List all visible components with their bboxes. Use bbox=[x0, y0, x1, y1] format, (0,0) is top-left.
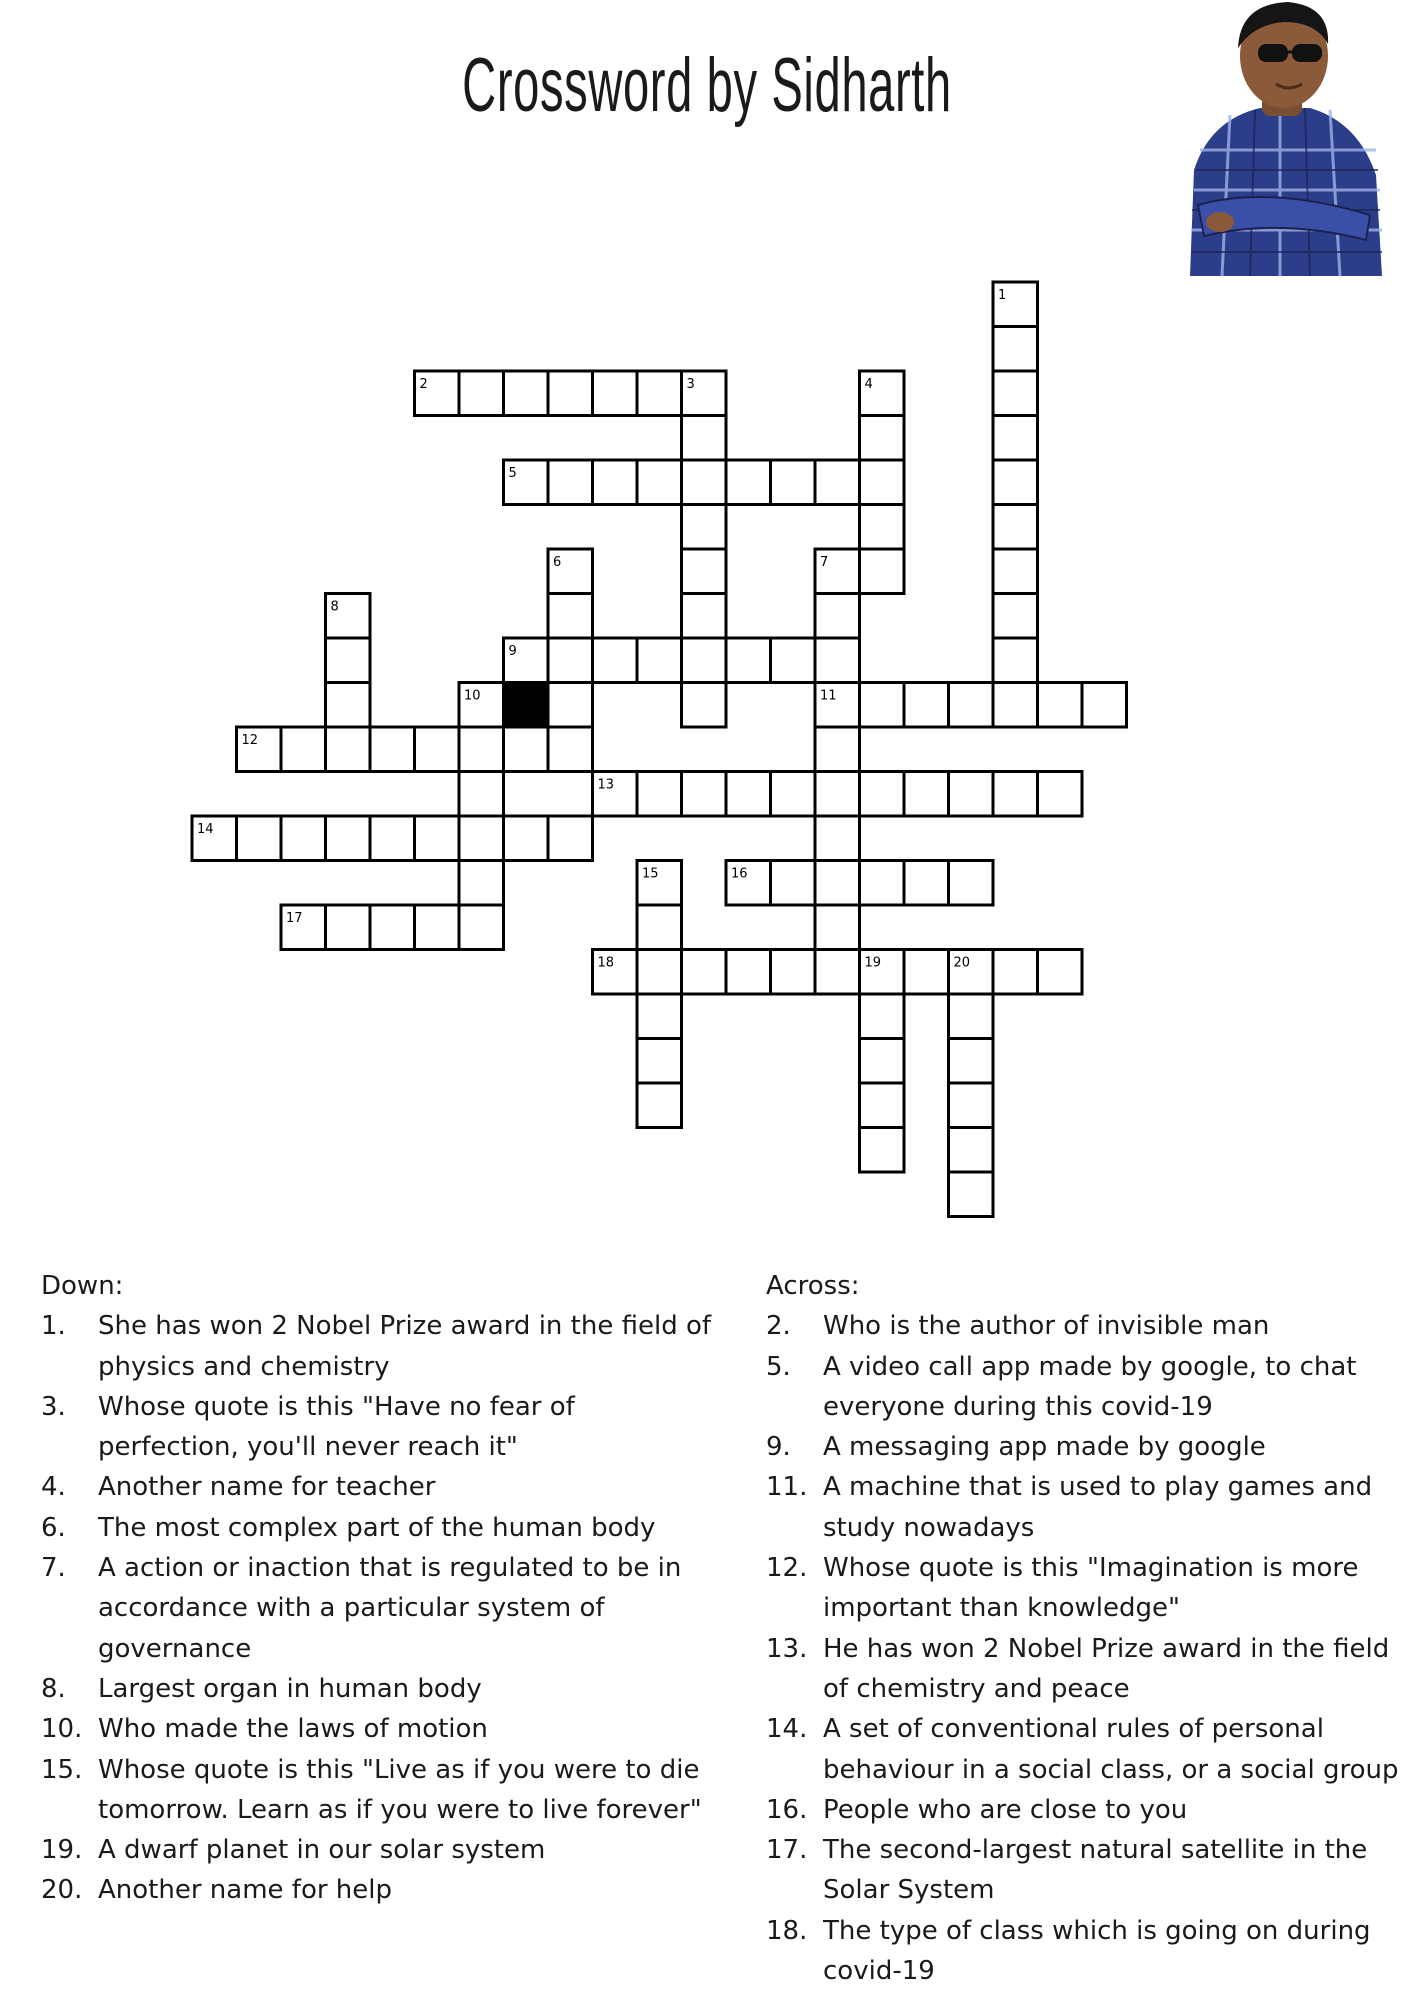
grid-cell[interactable] bbox=[459, 727, 504, 772]
grid-cell[interactable] bbox=[326, 816, 371, 861]
across-clue-text: The second-largest natural satellite in the Solar System bbox=[823, 1835, 1368, 1906]
down-clue-text: Who made the laws of motion bbox=[98, 1714, 488, 1745]
down-clue-number: 10. bbox=[41, 1714, 83, 1745]
page-title: Crossword by Sidharth bbox=[462, 43, 952, 128]
grid-cell[interactable] bbox=[860, 994, 905, 1039]
grid-cell[interactable] bbox=[815, 638, 860, 683]
grid-cell[interactable] bbox=[504, 371, 549, 416]
grid-cell[interactable] bbox=[949, 994, 994, 1039]
grid-cell[interactable] bbox=[281, 816, 326, 861]
clue-number-20: 20 bbox=[953, 955, 971, 971]
grid-cell[interactable] bbox=[904, 861, 949, 906]
grid-cell[interactable] bbox=[949, 1172, 994, 1217]
grid-cell[interactable] bbox=[1038, 950, 1083, 995]
grid-cell[interactable] bbox=[637, 950, 682, 995]
grid-cell[interactable] bbox=[370, 816, 415, 861]
clue-number-19: 19 bbox=[864, 955, 882, 971]
grid-cell[interactable] bbox=[815, 594, 860, 639]
across-clue-text: People who are close to you bbox=[823, 1794, 1188, 1825]
grid-cell[interactable] bbox=[860, 416, 905, 461]
across-clue-text: A set of conventional rules of personal behaviour in a social class, or a social group bbox=[823, 1714, 1399, 1785]
grid-cell[interactable] bbox=[326, 638, 371, 683]
grid-cell[interactable] bbox=[993, 594, 1038, 639]
grid-cell[interactable] bbox=[415, 905, 460, 950]
grid-cell[interactable] bbox=[504, 816, 549, 861]
grid-cell[interactable] bbox=[993, 416, 1038, 461]
grid-cell[interactable] bbox=[860, 861, 905, 906]
grid-cell[interactable] bbox=[682, 505, 727, 550]
across-clue bbox=[766, 1629, 1414, 1710]
grid-cell[interactable] bbox=[815, 905, 860, 950]
clue-number-2: 2 bbox=[419, 377, 428, 392]
across-clue-number: 2. bbox=[766, 1311, 791, 1342]
down-clue-text: A action or inaction that is regulated to be in accordance with a particular system of governance bbox=[98, 1553, 682, 1664]
across-clue-number: 16. bbox=[766, 1794, 808, 1825]
grid-cell[interactable] bbox=[548, 460, 593, 505]
clue-number-7: 7 bbox=[820, 555, 829, 570]
across-clue bbox=[766, 1306, 1414, 1346]
down-clue-number: 8. bbox=[41, 1673, 66, 1704]
grid-cell[interactable] bbox=[459, 816, 504, 861]
down-clue bbox=[41, 1669, 721, 1709]
grid-cell[interactable] bbox=[993, 505, 1038, 550]
grid-cell[interactable] bbox=[949, 1039, 994, 1084]
grid-cell[interactable] bbox=[726, 460, 771, 505]
grid-cell[interactable] bbox=[815, 816, 860, 861]
grid-cell[interactable] bbox=[637, 371, 682, 416]
down-clue-text: Whose quote is this "Have no fear of perfection, you'll never reach it" bbox=[98, 1391, 575, 1463]
across-clue-text: A messaging app made by google bbox=[823, 1432, 1266, 1463]
grid-cell[interactable] bbox=[548, 727, 593, 772]
across-clue-text: A machine that is used to play games and study nowadays bbox=[823, 1472, 1373, 1543]
grid-cell[interactable] bbox=[815, 727, 860, 772]
grid-cell[interactable] bbox=[593, 638, 638, 683]
grid-cell[interactable] bbox=[993, 683, 1038, 728]
grid-cell[interactable] bbox=[993, 638, 1038, 683]
down-clue-number: 3. bbox=[41, 1391, 66, 1422]
down-clue-text: A dwarf planet in our solar system bbox=[98, 1835, 546, 1866]
grid-cell[interactable] bbox=[860, 683, 905, 728]
grid-cell[interactable] bbox=[771, 950, 816, 995]
grid-cell[interactable] bbox=[993, 772, 1038, 817]
across-clue-text: Whose quote is this "Imagination is more important than knowledge" bbox=[823, 1553, 1359, 1624]
across-clue-text: A video call app made by google, to chat everyone during this covid-19 bbox=[823, 1351, 1357, 1422]
clue-number-13: 13 bbox=[597, 777, 615, 793]
grid-cell[interactable] bbox=[682, 683, 727, 728]
down-clue bbox=[41, 1387, 721, 1468]
across-clue bbox=[766, 1830, 1414, 1911]
grid-cell[interactable] bbox=[370, 727, 415, 772]
clue-number-17: 17 bbox=[286, 911, 303, 926]
grid-cell[interactable] bbox=[637, 1083, 682, 1128]
grid-cell[interactable] bbox=[1082, 683, 1127, 728]
grid-cell[interactable] bbox=[860, 549, 905, 594]
across-clue-number: 11. bbox=[766, 1472, 808, 1503]
grid-cell[interactable] bbox=[682, 460, 727, 505]
grid-cell[interactable] bbox=[904, 950, 949, 995]
across-clue-text: He has won 2 Nobel Prize award in the field of chemistry and peace bbox=[823, 1633, 1390, 1704]
down-clue bbox=[41, 1467, 721, 1507]
down-clue-number: 20. bbox=[41, 1875, 83, 1906]
grid-cell[interactable] bbox=[415, 727, 460, 772]
grid-cell[interactable] bbox=[459, 371, 504, 416]
grid-cell[interactable] bbox=[682, 594, 727, 639]
grid-cell[interactable] bbox=[326, 905, 371, 950]
grid-cell[interactable] bbox=[682, 416, 727, 461]
grid-cell[interactable] bbox=[326, 683, 371, 728]
grid-cell[interactable] bbox=[993, 950, 1038, 995]
grid-cell[interactable] bbox=[771, 460, 816, 505]
clue-number-12: 12 bbox=[241, 733, 259, 748]
grid-cell[interactable] bbox=[815, 861, 860, 906]
grid-cell[interactable] bbox=[682, 549, 727, 594]
grid-cell[interactable] bbox=[459, 772, 504, 817]
down-clue bbox=[41, 1548, 721, 1669]
across-clue bbox=[766, 1790, 1414, 1830]
grid-cell[interactable] bbox=[726, 950, 771, 995]
clue-number-1: 1 bbox=[998, 288, 1007, 303]
down-clue bbox=[41, 1709, 721, 1749]
down-clue bbox=[41, 1870, 721, 1910]
grid-cell[interactable] bbox=[993, 327, 1038, 372]
grid-cell[interactable] bbox=[949, 861, 994, 906]
clue-number-9: 9 bbox=[508, 644, 517, 659]
down-clue-text: She has won 2 Nobel Prize award in the field of physics and chemistry bbox=[98, 1311, 712, 1382]
grid-cell[interactable] bbox=[281, 727, 326, 772]
across-clue-number: 13. bbox=[766, 1633, 808, 1664]
grid-cell[interactable] bbox=[726, 772, 771, 817]
clue-number-16: 16 bbox=[731, 866, 748, 882]
down-clue-number: 1. bbox=[41, 1311, 66, 1342]
down-clue bbox=[41, 1306, 721, 1387]
across-heading: Across: bbox=[766, 1271, 860, 1301]
grid-cell[interactable] bbox=[637, 638, 682, 683]
grid-cell[interactable] bbox=[415, 816, 460, 861]
grid-cell[interactable] bbox=[548, 816, 593, 861]
down-clue bbox=[41, 1830, 721, 1870]
down-clue-text: Another name for help bbox=[98, 1875, 393, 1906]
blocked-cell bbox=[504, 683, 549, 728]
down-clue-number: 4. bbox=[41, 1472, 66, 1503]
grid-cell[interactable] bbox=[949, 1083, 994, 1128]
grid-cell[interactable] bbox=[993, 371, 1038, 416]
across-clue-number: 17. bbox=[766, 1835, 808, 1866]
down-heading: Down: bbox=[41, 1271, 124, 1301]
across-clue-text: Who is the author of invisible man bbox=[823, 1311, 1270, 1342]
down-clue-number: 15. bbox=[41, 1754, 83, 1785]
grid-cell[interactable] bbox=[904, 772, 949, 817]
clue-number-11: 11 bbox=[820, 688, 837, 704]
grid-cell[interactable] bbox=[237, 816, 282, 861]
grid-cell[interactable] bbox=[370, 905, 415, 950]
down-clue-number: 6. bbox=[41, 1512, 66, 1543]
grid-cell[interactable] bbox=[815, 950, 860, 995]
across-clue bbox=[766, 1467, 1414, 1548]
across-clue-text: The type of class which is going on during covid-19 bbox=[823, 1915, 1371, 1987]
across-clues bbox=[766, 1266, 1414, 1991]
clue-number-6: 6 bbox=[553, 555, 562, 570]
clue-number-4: 4 bbox=[864, 377, 873, 392]
grid-cell[interactable] bbox=[993, 460, 1038, 505]
grid-cell[interactable] bbox=[682, 638, 727, 683]
down-clue bbox=[41, 1508, 721, 1548]
down-clue-number: 7. bbox=[41, 1553, 66, 1584]
grid-cell[interactable] bbox=[637, 772, 682, 817]
grid-cell[interactable] bbox=[860, 1128, 905, 1173]
clue-number-8: 8 bbox=[330, 599, 339, 615]
grid-cell[interactable] bbox=[637, 994, 682, 1039]
grid-cell[interactable] bbox=[593, 460, 638, 505]
down-clue-text: Whose quote is this "Live as if you were to die tomorrow. Learn as if you were to live forever" bbox=[98, 1754, 702, 1825]
grid-cell[interactable] bbox=[459, 861, 504, 906]
clue-number-14: 14 bbox=[197, 822, 214, 837]
across-clue bbox=[766, 1709, 1414, 1790]
grid-cell[interactable] bbox=[771, 772, 816, 817]
across-clue bbox=[766, 1347, 1414, 1428]
down-clue-text: Another name for teacher bbox=[98, 1472, 436, 1503]
grid-cell[interactable] bbox=[726, 638, 771, 683]
across-clue-number: 12. bbox=[766, 1553, 808, 1584]
down-clue-text: The most complex part of the human body bbox=[98, 1512, 656, 1543]
grid-cell[interactable] bbox=[548, 371, 593, 416]
across-clue bbox=[766, 1548, 1414, 1629]
across-clue-number: 9. bbox=[766, 1432, 791, 1463]
grid-cell[interactable] bbox=[815, 772, 860, 817]
clue-number-15: 15 bbox=[642, 866, 659, 882]
down-clues bbox=[41, 1266, 721, 1911]
grid-cell[interactable] bbox=[593, 371, 638, 416]
grid-cell[interactable] bbox=[548, 638, 593, 683]
grid-cell[interactable] bbox=[682, 950, 727, 995]
grid-cell[interactable] bbox=[771, 861, 816, 906]
across-clue-number: 18. bbox=[766, 1915, 808, 1946]
grid-cell[interactable] bbox=[860, 1039, 905, 1084]
grid-cell[interactable] bbox=[637, 460, 682, 505]
clue-number-10: 10 bbox=[464, 688, 481, 704]
grid-cell[interactable] bbox=[637, 1039, 682, 1084]
grid-cell[interactable] bbox=[682, 772, 727, 817]
down-clue bbox=[41, 1750, 721, 1831]
clue-number-3: 3 bbox=[686, 377, 695, 392]
grid-cell[interactable] bbox=[949, 772, 994, 817]
clue-number-18: 18 bbox=[597, 955, 615, 971]
across-clue bbox=[766, 1427, 1414, 1467]
clue-number-5: 5 bbox=[508, 466, 517, 481]
grid-cell[interactable] bbox=[860, 505, 905, 550]
grid-cell[interactable] bbox=[548, 594, 593, 639]
grid-cell[interactable] bbox=[548, 683, 593, 728]
grid-cell[interactable] bbox=[637, 905, 682, 950]
across-clue bbox=[766, 1911, 1414, 1992]
across-clue-number: 14. bbox=[766, 1714, 808, 1745]
grid-cell[interactable] bbox=[326, 727, 371, 772]
grid-cell[interactable] bbox=[949, 1128, 994, 1173]
grid-cell[interactable] bbox=[993, 549, 1038, 594]
grid-cell[interactable] bbox=[860, 460, 905, 505]
grid-cell[interactable] bbox=[949, 683, 994, 728]
grid-cell[interactable] bbox=[860, 1083, 905, 1128]
grid-cell[interactable] bbox=[1038, 772, 1083, 817]
grid-cell[interactable] bbox=[1038, 683, 1083, 728]
grid-cell[interactable] bbox=[860, 772, 905, 817]
across-clue-number: 5. bbox=[766, 1351, 791, 1382]
grid-cell[interactable] bbox=[459, 905, 504, 950]
grid-cell[interactable] bbox=[815, 460, 860, 505]
down-clue-text: Largest organ in human body bbox=[98, 1673, 482, 1704]
grid-cell[interactable] bbox=[771, 638, 816, 683]
down-clue-number: 19. bbox=[41, 1835, 83, 1866]
grid-cell[interactable] bbox=[904, 683, 949, 728]
grid-cell[interactable] bbox=[504, 727, 549, 772]
